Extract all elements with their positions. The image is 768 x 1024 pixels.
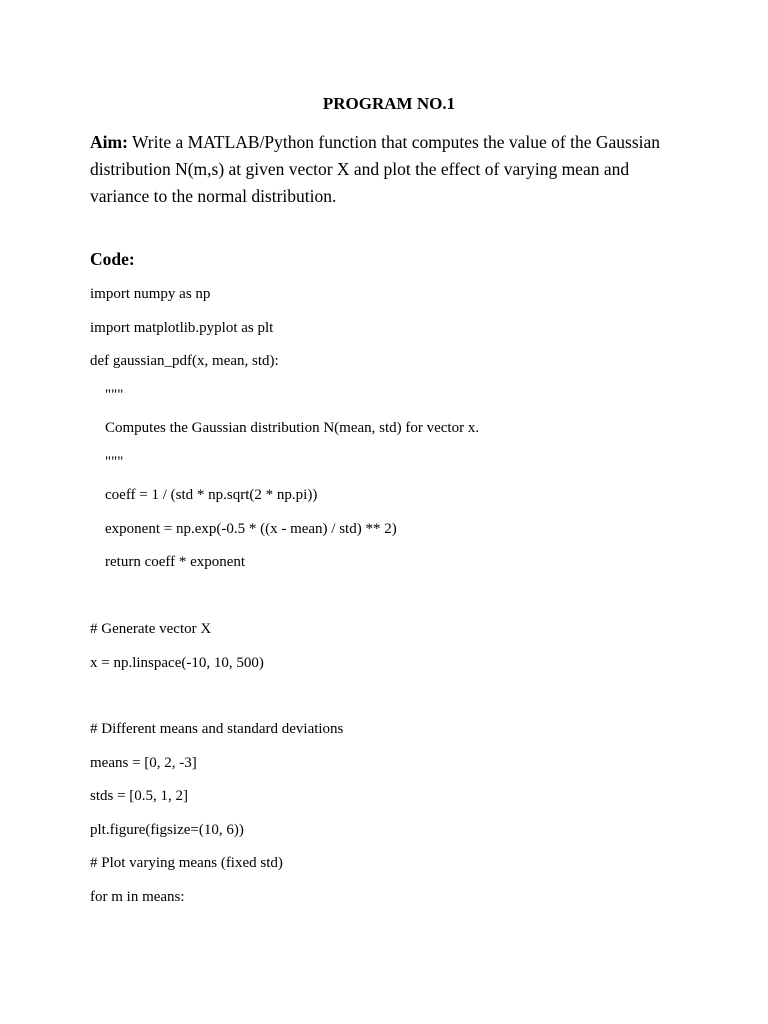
code-line-coeff: coeff = 1 / (std * np.sqrt(2 * np.pi)) [105, 487, 318, 503]
aim-text: Write a MATLAB/Python function that computes the value of the Gaussian distribution N(m,s) at given vector X and plot the effect of varying mean and variance to the normal distribution. [90, 132, 661, 206]
code-line-comment-generate: # Generate vector X [90, 621, 212, 637]
code-line-import-numpy: import numpy as np [90, 286, 211, 302]
code-line-exponent: exponent = np.exp(-0.5 * ((x - mean) / std) ** 2) [105, 521, 397, 537]
code-line-comment-plot: # Plot varying means (fixed std) [90, 855, 283, 871]
aim-paragraph [90, 129, 690, 210]
code-line-comment-means-stds: # Different means and standard deviations [90, 721, 344, 737]
code-line-def-gaussian: def gaussian_pdf(x, mean, std): [90, 353, 279, 369]
page-title: PROGRAM NO.1 [322, 94, 456, 113]
code-line-docstring-close: """ [105, 454, 124, 470]
code-line-return: return coeff * exponent [105, 554, 246, 570]
code-line-docstring-open: """ [105, 387, 124, 403]
aim-label: Aim: [90, 132, 128, 152]
code-line-means: means = [0, 2, -3] [90, 755, 197, 771]
code-line-stds: stds = [0.5, 1, 2] [90, 788, 189, 804]
code-line-for-loop: for m in means: [90, 889, 185, 905]
code-line-docstring-text: Computes the Gaussian distribution N(mean, std) for vector x. [105, 420, 480, 436]
code-line-import-matplotlib: import matplotlib.pyplot as plt [90, 320, 274, 336]
code-line-figure: plt.figure(figsize=(10, 6)) [90, 822, 244, 838]
code-heading: Code: [90, 249, 135, 269]
code-line-linspace: x = np.linspace(-10, 10, 500) [90, 655, 264, 671]
